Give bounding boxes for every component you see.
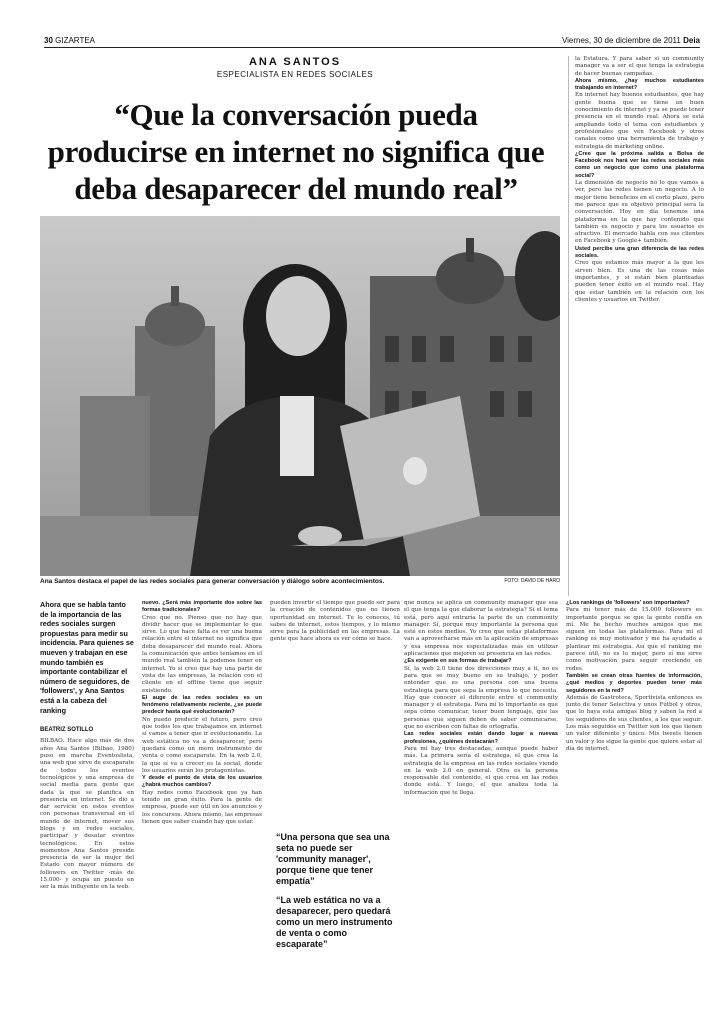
photo-illustration [40,216,560,576]
question: También se crean otras fuentes de información, ¿qué medios y deportes pueden tener más seguidores en la red? [566,672,702,694]
question: nuevo. ¿Será más importante dos sobre las formas tradicionales? [142,600,262,614]
byline: BEATRIZ SOTILLO [40,727,94,734]
answer: No puedo predecir el futuro, pero creo que todos los que trabajamos en internet sí vamos a tener que ir evolucionando. La web estática no va a desaparecer, pero quedará como un mero instrumento de venta o como escaparate. En la web 2.0, la que sí va a crecer es la social, donde los usuarios serán los protagonistas. [142,716,262,774]
right-column [568,56,704,596]
photo-caption [40,578,560,585]
question: El auge de las redes sociales es un fenómeno relativamente reciente, ¿se puede predecir hasta qué evolucionarán? [142,694,262,716]
question: Y desde el punto de vista de los usuarios ¿habrá muchos cambios? [142,775,262,789]
answer: Para mí hay tres destacadas, aunque puede haber más. La primera sería el estratega, el que crea la estrategia de la empresa en las redes sociales viendo en la web 2.0 en general. Otra es la persona responsable del contenido, el que crea en las redes donde está. Y luego, el que analiza toda la información que te llega. [404,745,558,796]
paper-name: Deia [683,36,700,45]
lead-paragraph: Ahora que se habla tanto de la importancia de las redes sociales surgen propuestas para medir su incidencia. Para quienes se mueven y trabajan en ese mundo también es importante contabilizar el número de seguidores, de 'followers', y Ana Santos está a la cabeza del ranking [40,600,134,715]
answer: que nunca se aplica un community manager que sea el que tenga la que elaborar la estrategia? Sí el tema está, pero aquí entraría la parte de un community manager. Sí, porque muy importante la persona que esté en estos medios. Yo creo que estas plataformas van a aprovecharse más en la aplicación de empresas y esa empresa nos especializadas más en utilizar aplicaciones que mejoren su presencia en las redes. [404,600,558,658]
answer: Creo que estamos más mayor a la que les sirven bien. Es una de las cosas más importantes, y si están bien planteadas pueden tener éxito en el mundo real. Hay que estar también en la relación con los clientes y usuarios en Twitter. [575,260,704,303]
question: Ahora mismo, ¿hay muchos estudiantes trabajando en internet? [575,77,704,92]
issue-date: Viernes, 30 de diciembre de 2011 [561,36,681,45]
question: ¿Es exigente en sus formas de trabajar? [404,658,512,665]
page-number: 30 [44,36,53,45]
section-name: GIZARTEA [55,36,95,45]
body-column-2 [142,600,262,985]
body-column-4 [404,600,558,985]
kicker [40,56,550,79]
answer: la Estatura. Y para saber si un community manager va a ser el que tenga la estrategia de hacer buenas campañas. [575,56,704,77]
lead-column [40,600,134,892]
answer: Para mí tener más de 15.000 followers es importante porque se que la gente confía en mí. Me he hecho muchos amigos que me siguen en todas las plataformas. Para mí el ranking es muy motivador y me ha ayudado a plantear mi estrategia. Así que el ranking me parece útil, no es lo mejor, pero sí me sirve como motivación para seguir creciendo en redes. [566,607,702,672]
photo-credit: FOTO: DAVID DE HARO [504,578,560,584]
body-column-5 [566,600,702,985]
body-column-3 [270,600,400,830]
caption-text: Ana Santos destaca el papel de las redes sociales para generar conversación y diálogo sobre acontecimientos. [40,578,385,585]
answer: Hay redes como Facebook que ya han tenido un gran éxito. Para la gente de empresa, puede ser útil en los anuncios y los concursos. Ahora mismo, las empresas tienen que saber cuándo hay que estar. [142,789,262,825]
interviewee-role: ESPECIALISTA EN REDES SOCIALES [216,70,374,79]
question: ¿Cree que la próxima salida a Bolsa de Facebook nos hará ver las redes sociales más como un negocio que como una plataforma social? [575,150,704,179]
answer: La dimensión de negocio no lo que vamos a ver, pero las redes tienen un negocio. A lo mejor tiene beneficios en el corto plazo, pero me parece que su objetivo principal será la conversación. Hoy en día tenemos una plataforma en la que hay contenido que también es negocio y para los usuarios es atractivo. El mercado habla con sus clientes en Facebook y Google+ también. [575,180,704,245]
question: Usted percibe una gran diferencia de las redes sociales. [575,245,704,260]
question: ¿Los rankings de 'followers' son importantes? [566,600,690,606]
headline: “Que la conversación pueda producirse en internet no significa que deba desaparecer del mundo real” [47,97,545,206]
interviewee-name: ANA SANTOS [248,56,342,68]
pull-quote-2: “La web estática no va a desaparecer, pero quedará como un mero instrumento de venta o como escaparate” [276,895,393,949]
page-header [44,32,700,48]
question: Las redes sociales están dando lugar a nuevas profesiones, ¿quiénes destacarán? [404,731,558,745]
answer: Creo que no. Pienso que no hay que dividir hacer que se implementar lo que sirve. Lo que hace falta es ver una buena relación entre el internet no significa que deba desaparecer del mundo real. Ahora la comunicación que antes teníamos en el mundo real también la podemos tener en internet. Yo sí creo que hay una parte de vista de las empresas, la relación con el cliente en el offline tiene que seguir existiendo. [142,614,262,694]
answer: En internet hay buenos estudiantes, que hay gente buena que se tiene un buen conocimiento de internet y ya se puede tener presencia en el mundo real. Ahora se está ampliando todo el tema con estudiantes y profesionales que ven Facebook y otros canales como una herramienta de trabajo y estrategia de márketing online. [575,92,704,150]
answer: pueden invertir el tiempo que puede ser para la creación de contenidos que no tienen oportunidad en internet. Tu lo conoces, tú sabes de internet, estos tiempos, y lo mismo sirve para la publicidad en las empresas. La gente que hace ahora es ver cómo se hace. [270,600,400,643]
pull-quotes [276,832,400,958]
pull-quote-1: “Una persona que sea una seta no puede ser 'community manager', porque tiene que tener empatía” [276,832,390,886]
answer: Además de Gastroteca, Sportivista entonces es junto de tener Selectiva y unos Fútbol y otros, que lo haya esta amigas blog y saben la red a los seguidores de sus clientes, a los que seguir. Los más seguidos en Twitter son los que tienen un valor diferente y único. Mis tweets tienen un valor y los sigue la gente que quiere estar al día de internet. [566,694,702,752]
body-paragraph: BILBAO. Hace algo más de dos años Ana Santos (Bilbao, 1980) puso en marcha Eventoslista, una web que sirve de escaparate de todos los eventos tecnológicos y una empresa de social media para gente que dada la que se planifica en presencia en internet. Se dio a dar servicio en estos eventos con personas transversal en el mundo de internet, mover sus blogs y en redes sociales, participar y desatar eventos tecnológicos. En estos momentos Ana Santos preside presencia de ser la mujer del Estado con mayor número de followers en Twitter -más de 15.000- y ocupa un puesto en ser la más influyente en la web. [40,738,134,891]
article-photo [40,216,560,576]
answer: Sí, la web 2.0 tiene dos direcciones muy a ti, no es para que se muy bueno en su trabajo, y poder entender que es una persona con una buena estrategia para que sepa la empresa lo que necesita. Hay que conocer el diferente entre el community manager y el estratega. Para mí lo importante es que sepa cómo comunicar, tener buen lenguaje, que las personas que siguen deben de saber comunicarse, que no escriben con faltas de ortografía. [404,665,558,731]
